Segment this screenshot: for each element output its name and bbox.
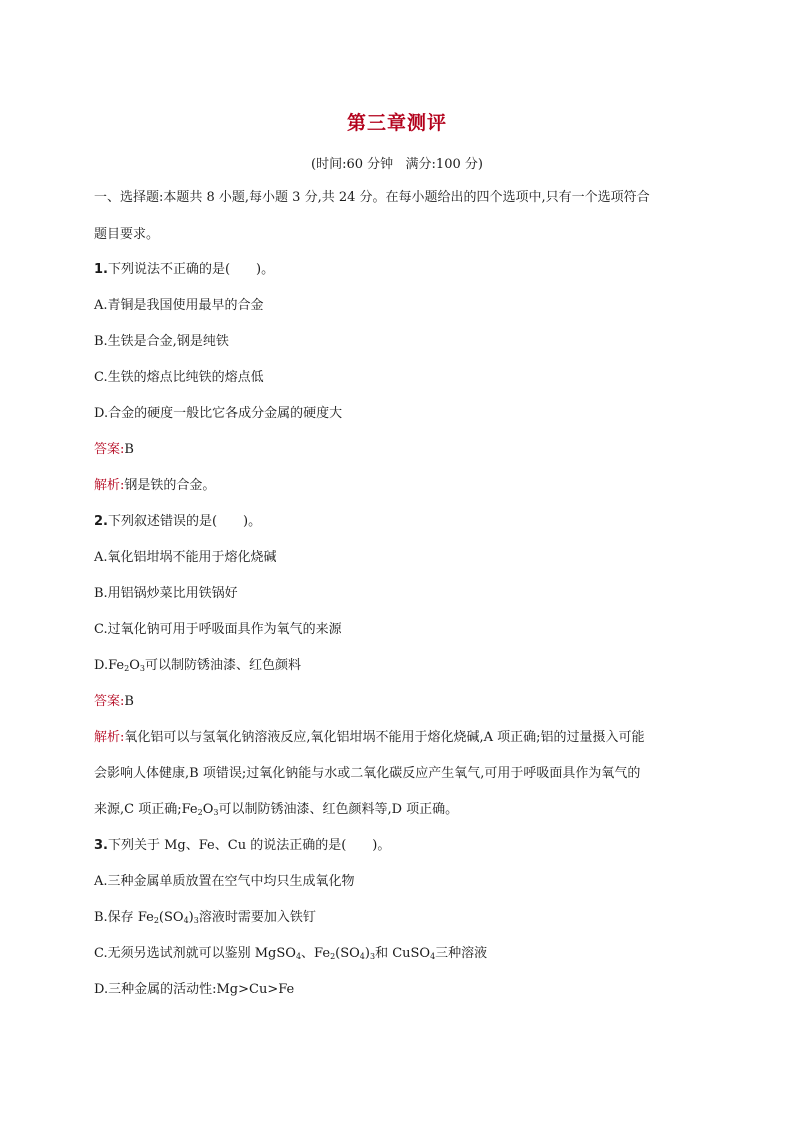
answer-value: B [124, 442, 134, 457]
question-3-number: 3. [94, 838, 108, 853]
subscript: 3 [139, 664, 145, 673]
question-1-number: 1. [94, 262, 108, 277]
subscript: 3 [213, 808, 219, 817]
answer-value: B [124, 694, 134, 709]
option-text: 可以制防锈油漆、红色颜料 [144, 658, 301, 673]
question-2-analysis-line-3 [94, 801, 704, 819]
option-text: (SO [335, 946, 360, 961]
question-1-answer [94, 441, 704, 459]
question-2-stem [94, 513, 704, 531]
question-3-option-c [94, 945, 704, 963]
option-text: (SO [158, 910, 184, 925]
exam-info: (时间:60 分钟 满分:100 分) [311, 157, 483, 172]
question-1-option-b: B.生铁是合金,钢是纯铁 [94, 334, 229, 349]
analysis-text: 钢是铁的合金。 [124, 478, 216, 493]
subscript: 4 [430, 952, 436, 961]
subscript: 3 [369, 952, 376, 961]
analysis-label: 解析: [94, 730, 125, 745]
question-3-stem [94, 837, 704, 855]
section-heading-line-2: 题目要求。 [94, 227, 160, 242]
question-1-option-d: D.合金的硬度一般比它各成分金属的硬度大 [94, 406, 343, 421]
option-text: 溶液时需要加入铁钉 [198, 910, 316, 925]
option-text: 和 CuSO [375, 946, 431, 961]
question-2-option-a: A.氧化铝坩埚不能用于熔化烧碱 [94, 550, 277, 565]
question-2-answer [94, 693, 704, 711]
subscript: 4 [359, 952, 365, 961]
subscript: 2 [330, 952, 336, 961]
question-1-option-a: A.青铜是我国使用最早的合金 [94, 298, 264, 313]
question-3-option-b [94, 909, 704, 927]
option-text: B.保存 Fe [94, 910, 154, 925]
option-text: ) [188, 910, 194, 925]
option-text: C.无须另选试剂就可以鉴别 MgSO [94, 946, 296, 961]
question-3-text: 下列关于 Mg、Fe、Cu 的说法正确的是( )。 [107, 838, 391, 853]
question-1-stem [94, 261, 704, 279]
analysis-text: 来源,C 项正确;Fe [94, 802, 198, 817]
question-3-option-a: A.三种金属单质放置在空气中均只生成氧化物 [94, 874, 355, 889]
analysis-text: 氧化铝可以与氢氧化钠溶液反应,氧化铝坩埚不能用于熔化烧碱,A 项正确;铝的过量摄入可能 [124, 730, 645, 745]
subscript: 4 [183, 916, 189, 925]
question-2-analysis-line-1 [94, 729, 704, 747]
question-1-text: 下列说法不正确的是( )。 [107, 262, 275, 277]
section-heading-line-1: 一、选择题:本题共 8 小题,每小题 3 分,共 24 分。在每小题给出的四个选项中,只有一个选项符合 [94, 190, 650, 205]
analysis-text: O [202, 802, 214, 817]
question-2-text: 下列叙述错误的是( )。 [107, 514, 262, 529]
subscript: 2 [124, 664, 130, 673]
answer-label: 答案: [94, 442, 125, 457]
question-3-option-d: D.三种金属的活动性:Mg>Cu>Fe [94, 982, 295, 997]
option-text: 三种溶液 [435, 946, 488, 961]
subscript: 2 [153, 916, 159, 925]
option-text: D.Fe [94, 658, 125, 673]
question-1-option-c: C.生铁的熔点比纯铁的熔点低 [94, 370, 264, 385]
question-2-option-b: B.用铝锅炒菜比用铁锅好 [94, 586, 238, 601]
analysis-text: 可以制防锈油漆、红色颜料等,D 项正确。 [218, 802, 459, 817]
question-2-analysis-line-2: 会影响人体健康,B 项错误;过氧化钠能与水或二氧化碳反应产生氧气,可用于呼吸面具作为氧气的 [94, 766, 641, 781]
page-title: 第三章测评 [346, 112, 447, 134]
question-2-number: 2. [94, 514, 108, 529]
option-text: O [129, 658, 140, 673]
analysis-label: 解析: [94, 478, 125, 493]
option-text: ) [364, 946, 370, 961]
question-2-option-d [94, 657, 704, 675]
question-1-analysis [94, 477, 704, 495]
subscript: 2 [197, 808, 203, 817]
subscript: 4 [295, 952, 302, 961]
option-text: 、Fe [301, 946, 331, 961]
question-2-option-c: C.过氧化钠可用于呼吸面具作为氧气的来源 [94, 622, 342, 637]
answer-label: 答案: [94, 694, 125, 709]
subscript: 3 [193, 916, 199, 925]
